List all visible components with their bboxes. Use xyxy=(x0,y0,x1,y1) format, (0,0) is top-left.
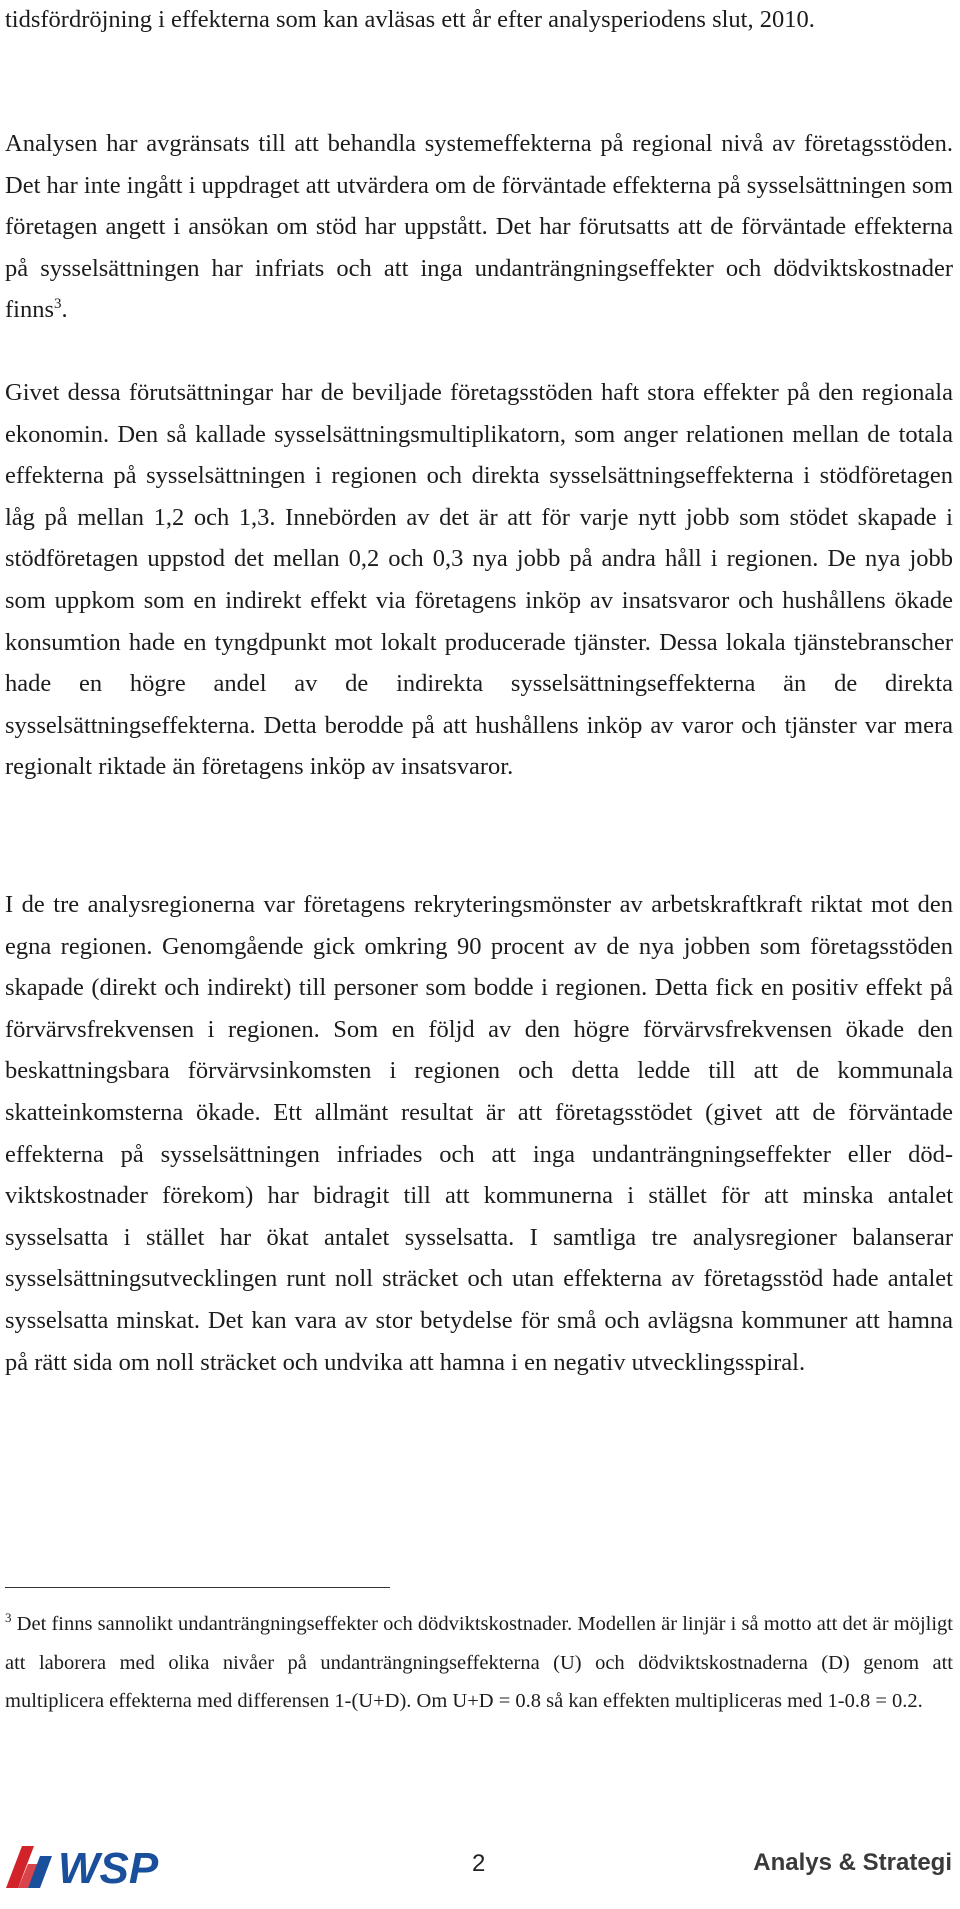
paragraph-4 xyxy=(5,884,953,1383)
paragraph-3 xyxy=(5,372,953,788)
wsp-logo-text: WSP xyxy=(58,1844,159,1890)
footer-brand: Analys & Strategi xyxy=(753,1849,952,1876)
paragraph-3-text: Givet dessa förutsättningar har de beviljade företagsstöden haft stora effekter på den regionala ekonomin. Den så kallade sysselsättningsmultiplikatorn, som anger relationen mellan de totala effekterna på sysselsättningen i regionen och direkta sysselsättningseffekterna i stödföretagen låg på mellan 1,2 och 1,3. Innebörden av det är att för varje nytt jobb som stödet skapade i stödföretagen uppstod det mellan 0,2 och 0,3 nya jobb på andra håll i regionen. De nya jobb som uppkom som en indirekt effekt via företagens inköp av insatsvaror och hushållens ökade konsumtion hade en tyngdpunkt mot lokalt producerade tjänster. Dessa lokala tjänstebranscher hade en högre andel av de indirekta sysselsättningseffekterna än de direkta sysselsättningseffekterna. Detta berodde på att hushållens inköp av varor och tjänster var mera regionalt riktade än företagens inköp av insatsvaror. xyxy=(5,379,953,781)
page-footer xyxy=(0,1836,960,1892)
footnote-body xyxy=(5,1605,953,1721)
footnote-reference[interactable]: 3 xyxy=(54,296,62,313)
footnote-text: Det finns sannolikt undanträngningseffekter och dödviktskostnader. Modellen är linjär i så motto att det är möjligt att laborera med olika nivåer på undanträngningseffekterna (U) och dödviktskostnaderna (D) genom att multiplicera effekterna med differensen 1-(U+D). Om U+D = 0.8 så kan effekten multipliceras med 1-0.8 = 0.2. xyxy=(5,1613,953,1712)
wsp-logo xyxy=(4,1842,194,1890)
paragraph-2-end: . xyxy=(61,296,68,324)
footnote-number: 3 xyxy=(5,1610,12,1626)
footnote xyxy=(5,1605,953,1721)
paragraph-2-text: Analysen har avgränsats till att behandla systemeffekterna på regional nivå av företagsstöden. Det har inte ingått i uppdraget att utvärdera om de förväntade effekterna på sysselsättningen som företagen angett i ansökan om stöd har uppstått. Det har förutsatts att de förväntade effekterna på sysselsättningen har infriats och att inga undanträngningseffekter och dödviktskostnader finns xyxy=(5,130,953,324)
paragraph-1 xyxy=(5,0,953,41)
page-number: 2 xyxy=(472,1850,486,1877)
paragraph-2 xyxy=(5,123,953,331)
paragraph-4-text: I de tre analysregionerna var företagens rekryteringsmönster av arbetskraftkraft riktat mot den egna regionen. Genomgående gick omkring 90 procent av de nya jobben som företagsstöden skapade (direkt och indirekt) till personer som bodde i regionen. Detta fick en positiv effekt på förvärvsfrekvensen i regionen. Som en följd av den högre förvärvsfrekvensen ökade den beskattningsbara förvärvsinkomsten i regionen och detta ledde till att de kommunala skatteinkomsterna ökade. Ett allmänt resultat är att företagsstödet (givet att de förväntade effekterna på sysselsättningen infriades och att inga undanträngningseffekter eller dödviktskostnader förekom) har bidragit till att kommunerna i stället för att minska antalet sysselsatta i stället har ökat antalet sysselsatta. I samtliga tre analysregioner balanserar sysselsättningsutvecklingen runt noll sträcket och utan effekterna av företagsstöd hade antalet sysselsatta minskat. Det kan vara av stor betydelse för små och avlägsna kommuner att hamna på rätt sida om noll sträcket och undvika att hamna i en negativ utvecklingsspiral. xyxy=(5,891,953,1376)
paragraph-2-body xyxy=(5,123,953,331)
paragraph-1-text: tidsfördröjning i effekterna som kan avläsas ett år efter analysperiodens slut, 2010. xyxy=(5,6,815,33)
footnote-divider xyxy=(5,1587,390,1588)
